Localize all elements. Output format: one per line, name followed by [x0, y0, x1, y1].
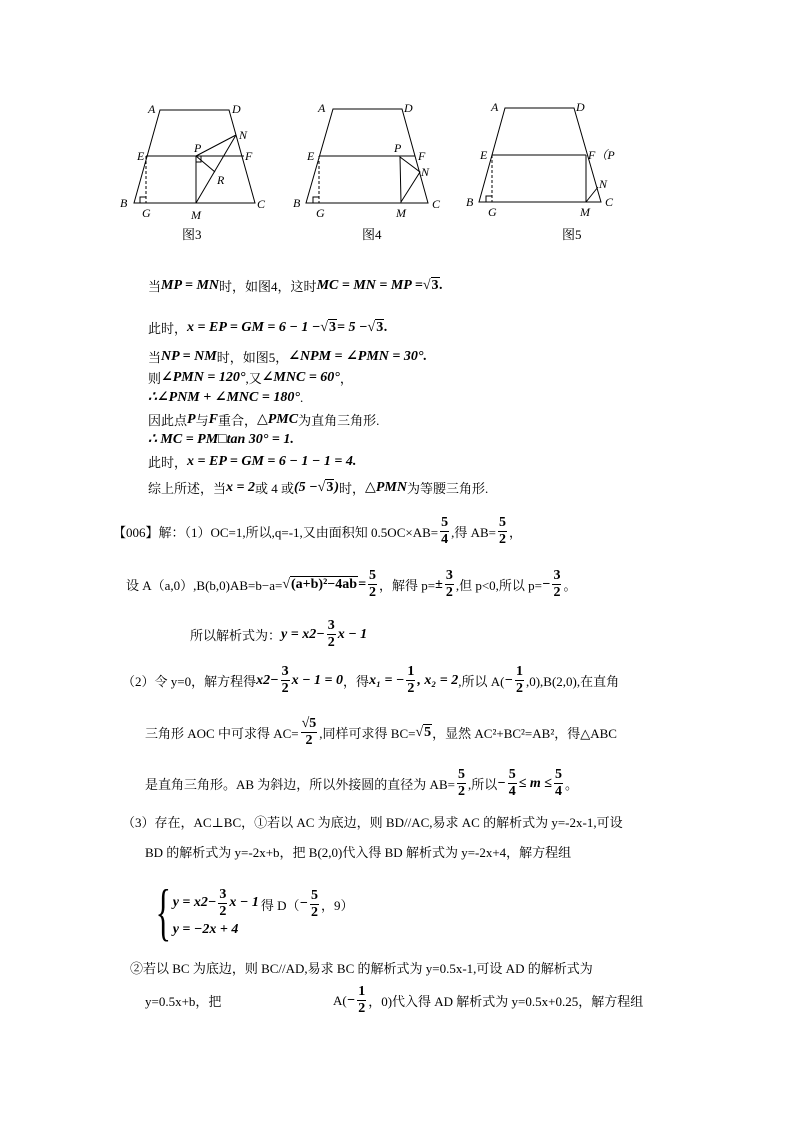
fraction [406, 664, 415, 697]
math-expression: − [542, 576, 551, 592]
text-line [148, 431, 294, 448]
label: E [480, 148, 488, 162]
math-expression: ∴ MC = PM□tan 30° = 1. [148, 432, 294, 447]
math-expression: − [299, 896, 309, 911]
math-expression: ∠NPM = ∠PMN = 30°. [288, 349, 427, 364]
fraction [515, 664, 524, 697]
text-run: 时， [339, 481, 366, 496]
text-run: ，解得 p= [379, 578, 436, 593]
math-expression: . [439, 277, 444, 293]
text-run: A( [333, 992, 347, 1008]
label: B [120, 196, 128, 210]
denominator: 4 [554, 784, 562, 799]
square-root [320, 320, 337, 336]
text-run: 。 [563, 578, 577, 593]
label: M [580, 205, 590, 219]
math-expression: NP = NM [161, 348, 217, 364]
superscript: 2 [309, 626, 317, 642]
label: M [396, 206, 406, 220]
numerator: 3 [327, 618, 335, 633]
math-expression: x − 1 = 0 [291, 672, 344, 688]
text-run: （2）令 y=0，解方程得 [122, 674, 257, 689]
superscript: 2 [200, 895, 208, 910]
text-run: y=0.5x+b，把 [145, 994, 222, 1009]
denominator: 2 [553, 585, 561, 600]
math-expression: y = x [281, 626, 310, 642]
figure-4 [306, 109, 428, 203]
math-expression: MC = MN = MP = [316, 277, 423, 293]
math-expression: △PMC [256, 412, 299, 427]
text-run: 时，如图4，这时 [219, 279, 317, 294]
text-run: ,0),B(2,0),在直角 [525, 674, 620, 689]
text-run: 所以解析式为： [190, 628, 282, 643]
fraction [327, 618, 336, 651]
label: G [142, 206, 151, 220]
radical-sign: √ [367, 319, 376, 335]
text-run: BD 的解析式为 y=-2x+b，把 B(2,0)代入得 BD 解析式为 y=-2x+4，解方程组 [145, 845, 572, 860]
text-run: ， [509, 525, 523, 540]
text-run: 综上所述，当 [148, 481, 227, 496]
numerator: 1 [515, 664, 523, 679]
math-expression: F [208, 411, 218, 427]
math-expression: x − 1 [229, 895, 259, 910]
math-expression: ≤ m ≤ [518, 775, 552, 791]
denominator: 2 [281, 681, 289, 696]
text-line [148, 410, 379, 429]
fraction [357, 984, 366, 1017]
text-line [148, 478, 488, 497]
text-line [126, 568, 577, 601]
radicand: (a+b)²−4ab [291, 576, 358, 592]
text-run: 三角形 AOC 中可求得 AC= [145, 726, 299, 741]
math-expression: (5 − [294, 479, 318, 495]
text-line [148, 347, 427, 366]
label: N [239, 128, 248, 142]
math-expression: , x₂ = 2 [417, 672, 459, 688]
math-expression: − [497, 775, 506, 791]
math-expression: − [207, 895, 217, 910]
math-expression: MP = MN [161, 277, 220, 293]
math-expression: P [187, 411, 196, 427]
label: E [307, 149, 315, 163]
square-root [423, 278, 440, 294]
figure-caption: 图3 [182, 227, 202, 242]
label: D [232, 102, 241, 116]
text-line [145, 716, 617, 749]
radical-sign: √ [422, 277, 431, 293]
radicand: 3 [326, 479, 334, 495]
text-run: 时，如图5， [216, 350, 289, 365]
fraction [301, 716, 318, 749]
text-run: ,同样可求得 BC= [319, 726, 416, 741]
denominator: 2 [358, 1001, 366, 1016]
text-run: 设 A（a,0）,B(b,0)AB=b−a= [126, 578, 283, 593]
text-run: 与 [195, 413, 209, 428]
numerator: 5 [311, 887, 319, 903]
fraction [508, 767, 517, 800]
text-run: ，9） [321, 897, 354, 913]
label: N [599, 177, 608, 191]
denominator: 2 [515, 681, 523, 696]
math-expression: x = 2 [226, 479, 255, 495]
text-run: 得 D（ [260, 897, 300, 913]
label: D [404, 101, 413, 115]
label: P [394, 141, 402, 155]
numerator: 5 [441, 515, 449, 530]
numerator: 5 [499, 515, 506, 530]
numerator: 1 [407, 664, 415, 679]
text-run: 则 [148, 371, 162, 386]
label: C [257, 197, 266, 211]
text-run: 因此点 [148, 413, 188, 428]
square-root [318, 480, 335, 496]
text-run: 当 [148, 350, 162, 365]
text-run: 重合， [217, 413, 257, 428]
numerator: √5 [301, 716, 317, 731]
denominator: 2 [219, 903, 227, 919]
math-expression: y = −2x + 4 [172, 921, 239, 937]
text-line [130, 958, 593, 977]
denominator: 2 [445, 585, 453, 600]
fraction [554, 767, 563, 800]
label: D [576, 100, 585, 114]
math-expression: − [504, 672, 513, 688]
math-expression: y = x [172, 895, 201, 910]
text-run: ②若以 BC 为底边，则 BC//AD,易求 BC 的解析式为 y=0.5x-1,可设 AD 的解析式为 [130, 961, 593, 976]
math-expression: x − 1 [337, 626, 368, 642]
numerator: 3 [219, 886, 227, 902]
label: C [605, 195, 614, 209]
radicand: 5 [424, 724, 432, 740]
numerator: 3 [445, 568, 453, 583]
math-expression: = 5 − [337, 319, 368, 335]
text-run: ，0)代入得 AD 解析式为 y=0.5x+0.25，解方程组 [368, 994, 644, 1009]
numerator: 3 [281, 664, 289, 679]
label: N [421, 165, 430, 179]
label: P [194, 141, 202, 155]
math-expression: ∠MNC = 60° [261, 370, 340, 385]
math-expression: x = EP = GM = 6 − 1 − [187, 319, 321, 335]
label: A [491, 100, 499, 114]
text-run: . [299, 389, 304, 405]
text-line [148, 368, 353, 387]
math-expression: x = EP = GM = 6 − 1 − 1 = 4. [187, 453, 357, 469]
fraction [552, 568, 561, 601]
fraction [498, 515, 507, 548]
math-expression: − [316, 626, 325, 642]
numerator: 3 [553, 568, 561, 583]
text-run: ，得 [343, 674, 370, 689]
text-line [148, 452, 356, 471]
math-expression: x₁ = − [369, 672, 405, 688]
text-run: ,但 p<0,所以 p= [455, 578, 542, 593]
label: A [148, 102, 156, 116]
text-run: 为直角三角形. [298, 413, 380, 428]
fraction [445, 568, 454, 601]
text-run: ， [339, 371, 353, 386]
label: E [137, 149, 145, 163]
label: F [418, 149, 426, 163]
numerator: 1 [358, 984, 366, 999]
denominator: 2 [305, 733, 313, 748]
text-line [113, 515, 522, 548]
numerator: 5 [508, 767, 516, 782]
equation-2 [173, 922, 259, 938]
text-line [145, 991, 221, 1010]
denominator: 2 [457, 784, 465, 799]
label: B [293, 196, 301, 210]
label: F [245, 149, 253, 163]
figure-caption: 图4 [362, 227, 382, 242]
denominator: 2 [369, 585, 377, 600]
fraction [457, 767, 466, 800]
numerator: 5 [457, 767, 465, 782]
radicand: 3 [329, 319, 337, 335]
text-run: 此时， [148, 455, 188, 470]
figure-3 [134, 110, 255, 203]
fraction [440, 515, 449, 548]
text-line [333, 984, 643, 1017]
label: B [466, 195, 474, 209]
figure-caption: 图5 [562, 227, 582, 242]
square-root [282, 577, 358, 593]
math-expression: . [384, 319, 388, 335]
math-expression: = [358, 576, 367, 592]
denominator: 2 [311, 904, 319, 920]
text-line [148, 318, 388, 337]
label: A [318, 101, 326, 115]
brace: { [155, 876, 172, 947]
label: M [191, 208, 201, 222]
math-expression: △PMN [365, 480, 407, 495]
system-result [261, 888, 354, 921]
math-expression: ∴∠PNM + ∠MNC = 180° [148, 390, 300, 405]
square-root [415, 725, 432, 741]
fraction [368, 568, 377, 601]
label: G [488, 205, 497, 219]
geometry-figures [0, 0, 794, 250]
text-run: ,得 AB= [451, 525, 496, 540]
text-run: 或 4 或 [255, 481, 295, 496]
denominator: 4 [508, 784, 516, 799]
radical-sign: √ [282, 576, 290, 592]
text-line [122, 812, 623, 831]
math-expression: ) [334, 479, 340, 495]
text-line [145, 842, 571, 861]
figure-5 [479, 108, 601, 202]
text-line [145, 767, 578, 800]
text-run: ，显然 AC²+BC²=AB²，得△ABC [432, 726, 617, 741]
figure-labels [120, 100, 615, 222]
denominator: 2 [499, 532, 506, 547]
text-line [148, 389, 303, 406]
math-expression: ∠PMN = 120° [161, 370, 246, 385]
label: R [217, 173, 225, 187]
text-run: 【006】解：（1）OC=1,所以,q=-1,又由面积知 0.5OC×AB= [113, 525, 439, 540]
radical-sign: √ [320, 319, 329, 335]
fraction [281, 664, 290, 697]
label: G [316, 206, 325, 220]
radical-sign: √ [415, 724, 424, 740]
superscript: 2 [263, 672, 271, 688]
label: F（P [588, 148, 615, 162]
radicand: 3 [431, 277, 439, 293]
math-expression: − [346, 992, 356, 1008]
text-run: （3）存在，AC⊥BC，①若以 AC 为底边，则 BD//AC,易求 AC 的解析式为 y=-2x-1,可设 [122, 815, 623, 830]
text-line [190, 618, 367, 651]
text-run: 此时， [148, 321, 188, 336]
text-line [148, 276, 443, 295]
denominator: 2 [327, 635, 335, 650]
fraction [310, 888, 319, 921]
text-run: ,又 [245, 371, 262, 386]
denominator: 4 [441, 532, 449, 547]
math-expression: ± [435, 576, 443, 592]
denominator: 2 [407, 681, 415, 696]
numerator: 5 [369, 568, 377, 583]
math-expression: x [256, 672, 264, 688]
text-run: ,所以 A( [458, 674, 505, 689]
math-expression: − [270, 672, 279, 688]
text-run: 为等腰三角形. [406, 481, 489, 496]
radicand: 3 [376, 319, 384, 335]
text-line [122, 664, 619, 697]
equation-1 [173, 887, 259, 920]
text-run: 。 [564, 777, 578, 792]
text-run: ,所以 [467, 777, 498, 792]
text-run: 当 [148, 279, 162, 294]
label: C [432, 197, 441, 211]
equation-system [148, 876, 354, 947]
fraction [218, 887, 227, 920]
radical-sign: √ [317, 479, 326, 495]
numerator: 5 [554, 767, 562, 782]
square-root [368, 320, 385, 336]
text-run: 是直角三角形。AB 为斜边，所以外接圆的直径为 AB= [145, 777, 455, 792]
